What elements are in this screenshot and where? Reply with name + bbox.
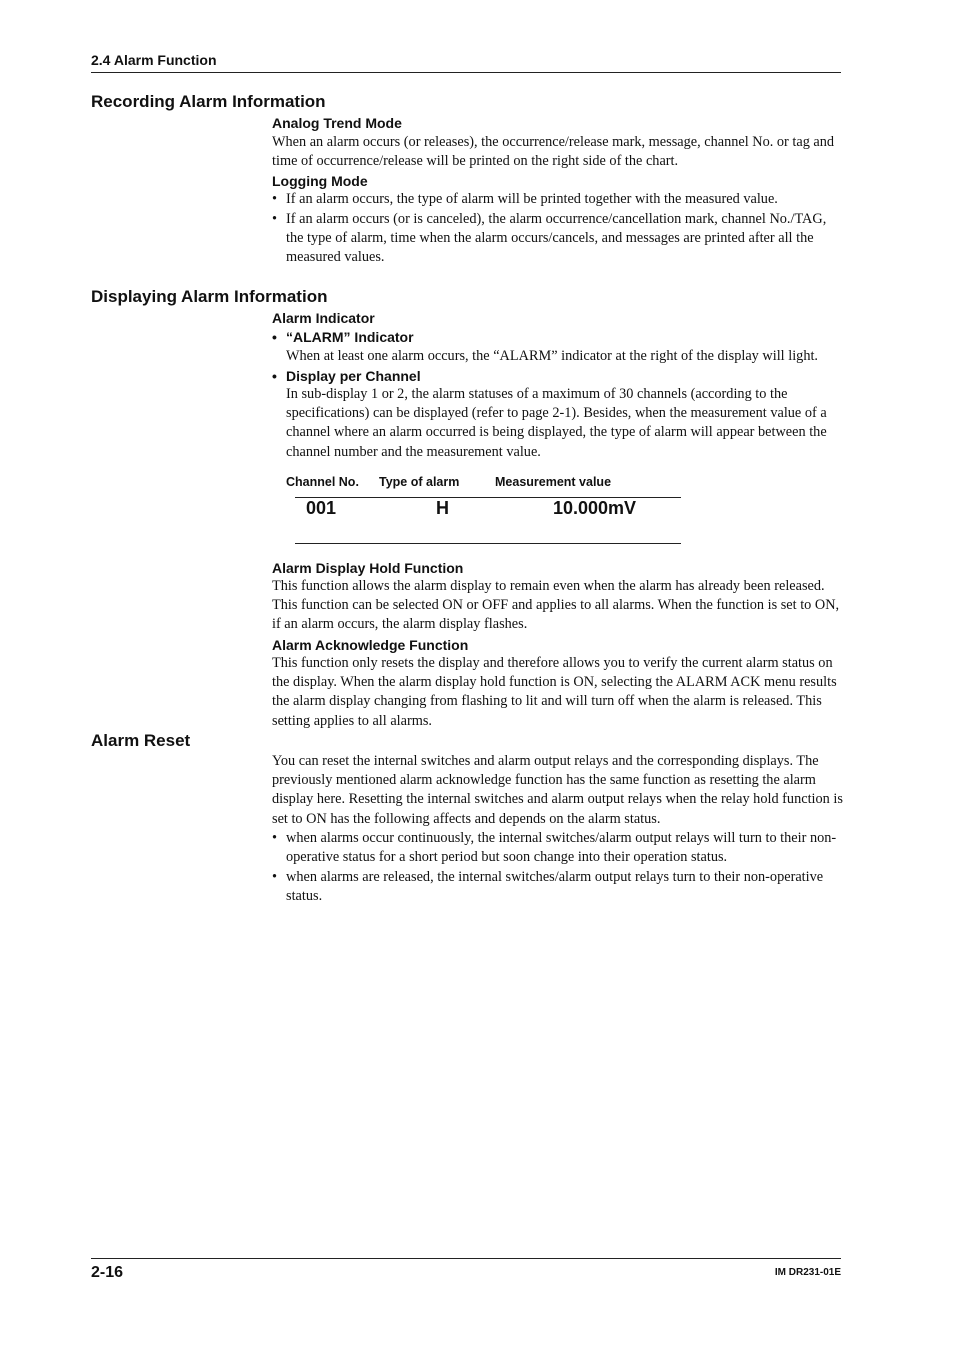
bullet-glyph: • bbox=[272, 191, 278, 207]
subheading-logging-mode: Logging Mode bbox=[272, 173, 368, 189]
page-number: 2-16 bbox=[91, 1264, 124, 1281]
display-measurement-value: 10.000mV bbox=[553, 498, 637, 518]
reset-bullet-2 bbox=[272, 868, 844, 906]
footer-rule bbox=[91, 1258, 841, 1259]
logging-bullet-2 bbox=[272, 210, 844, 268]
reset-bullet-2-text: when alarms are released, the internal switches/alarm output relays turn to their non-operative status. bbox=[286, 869, 824, 905]
reset-bullet-1-text: when alarms occur continuously, the internal switches/alarm output relays will turn to their non-operative status for a short period but soon change into their operation status. bbox=[286, 830, 837, 866]
logging-bullet-1-text: If an alarm occurs, the type of alarm will be printed together with the measured value. bbox=[286, 191, 778, 207]
per-channel-bullet bbox=[272, 368, 421, 384]
alarm-indicator-bullet bbox=[272, 329, 414, 345]
subheading-hold-function: Alarm Display Hold Function bbox=[272, 560, 464, 576]
col-header-channel: Channel No. bbox=[286, 475, 359, 489]
bullet-glyph: • bbox=[272, 830, 278, 846]
bullet-glyph: • bbox=[272, 329, 277, 345]
per-channel-label: Display per Channel bbox=[286, 368, 421, 384]
subheading-acknowledge-function: Alarm Acknowledge Function bbox=[272, 637, 469, 653]
bullet-glyph: • bbox=[272, 368, 277, 384]
section-title-displaying: Displaying Alarm Information bbox=[91, 287, 328, 306]
display-channel-number: 001 bbox=[306, 498, 337, 518]
hold-function-text: This function allows the alarm display to remain even when the alarm has already been released. This function can be selected ON or OFF and applies to all alarms. When the function is set to ON, if an alarm occurs, the alarm display flashes. bbox=[272, 578, 840, 633]
alarm-indicator-label: “ALARM” Indicator bbox=[286, 329, 414, 345]
subheading-analog-trend: Analog Trend Mode bbox=[272, 115, 402, 131]
alarm-reset-text: You can reset the internal switches and alarm output relays and the corresponding displays. The previously mentioned alarm acknowledge function has the same function as resetting the alarm display here. Resetting the internal switches and alarm output relays when the relay hold function is set to ON has the following affects and depends on the alarm status. bbox=[272, 753, 843, 827]
running-header: 2.4 Alarm Function bbox=[91, 52, 217, 68]
acknowledge-function-text: This function only resets the display and therefore allows you to verify the current alarm status on the display. When the alarm display hold function is ON, selecting the ALARM ACK menu results the alarm display changing from flashing to lit and will turn off when the alarm is released. This setting applies to all alarms. bbox=[272, 655, 837, 729]
logging-bullet-1 bbox=[272, 190, 844, 209]
section-title-alarm-reset: Alarm Reset bbox=[91, 731, 191, 750]
document-id: IM DR231-01E bbox=[774, 1267, 841, 1278]
bullet-glyph: • bbox=[272, 211, 278, 227]
alarm-indicator-text: When at least one alarm occurs, the “ALARM” indicator at the right of the display will light. bbox=[286, 348, 819, 364]
reset-bullet-1 bbox=[272, 829, 844, 867]
subheading-alarm-indicator: Alarm Indicator bbox=[272, 310, 375, 326]
header-rule bbox=[91, 72, 841, 73]
col-header-value: Measurement value bbox=[495, 475, 612, 489]
col-header-type: Type of alarm bbox=[379, 475, 460, 489]
bullet-glyph: • bbox=[272, 869, 278, 885]
per-channel-text: In sub-display 1 or 2, the alarm statuses of a maximum of 30 channels (according to the specifications) can be displayed (refer to page 2-1). Besides, when the measurement value of a channel where an alarm occurred is being displayed, the type of alarm will appear between the channel number and the measurement value. bbox=[286, 386, 827, 460]
logging-bullet-2-text: If an alarm occurs (or is canceled), the alarm occurrence/cancellation mark, channel No./TAG, the type of alarm, time when the alarm occurs/cancels, and messages are printed after all the measured values. bbox=[286, 211, 827, 266]
display-bottom-rule bbox=[295, 543, 681, 544]
analog-trend-text: When an alarm occurs (or releases), the occurrence/release mark, message, channel No. or tag and time of occurrence/release will be printed on the right side of the chart. bbox=[272, 134, 835, 170]
section-title-recording: Recording Alarm Information bbox=[91, 92, 326, 111]
display-alarm-type: H bbox=[436, 498, 449, 518]
